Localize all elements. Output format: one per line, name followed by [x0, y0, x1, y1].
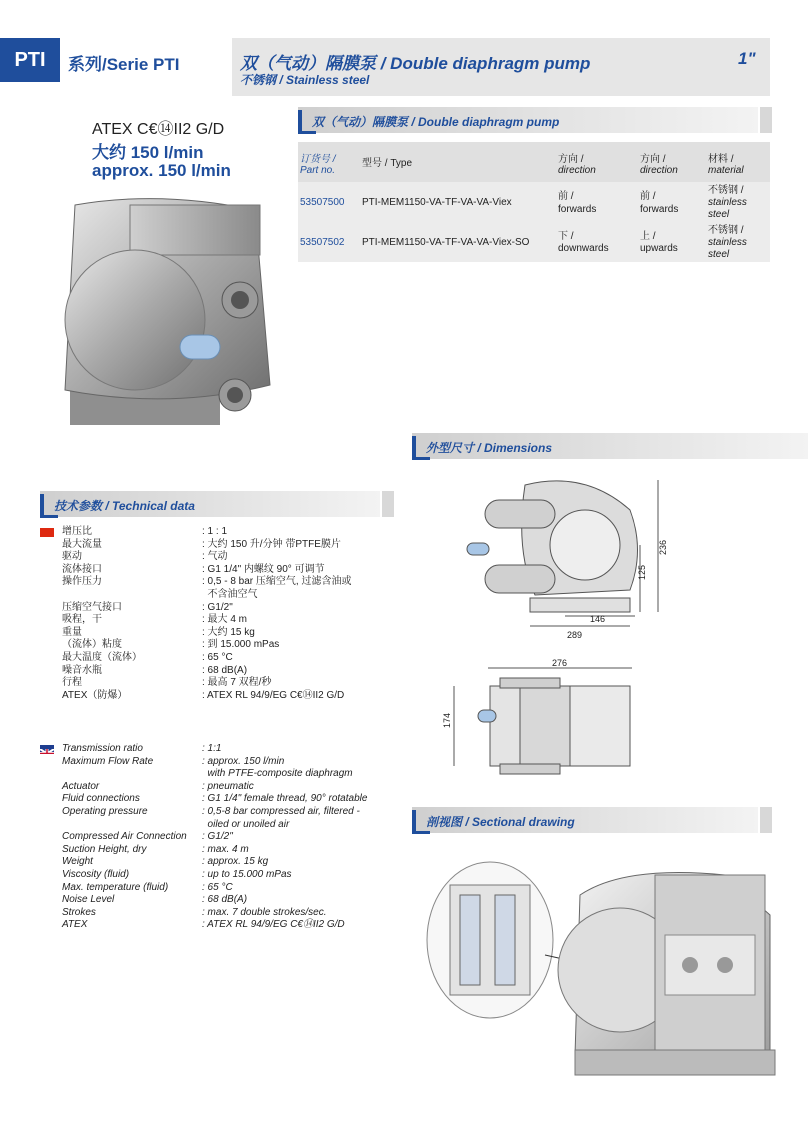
page-title: 双（气动）隔膜泵 / Double diaphragm pump [240, 54, 591, 73]
tech-row [62, 882, 233, 895]
tech-value: : 68 dB(A) [202, 664, 248, 676]
section-accent-line [298, 131, 316, 134]
tech-row [62, 551, 228, 564]
tech-row [62, 806, 360, 819]
tech-row [62, 831, 233, 844]
tech-label: Max. temperature (fluid) [62, 881, 169, 893]
tech-value: : approx. 150 l/min [202, 755, 285, 767]
section-title-dimensions: 外型尺寸 / Dimensions [426, 441, 553, 455]
pump-photo [40, 185, 290, 440]
tech-row [62, 781, 254, 794]
section-accent-line [412, 831, 430, 834]
tech-label: 最大流量 [62, 538, 102, 550]
tech-label: 重量 [62, 626, 82, 638]
tech-label: Viscosity (fluid) [62, 869, 130, 880]
th-dir2-en: direction [640, 165, 678, 176]
dir2-en: forwards [640, 204, 679, 215]
tech-value: with PTFE-composite diaphragm [202, 768, 353, 780]
tech-label: Weight [62, 856, 93, 868]
tech-label: 增压比 [62, 526, 92, 537]
section-accent-line [412, 457, 430, 460]
tech-value: : 1 : 1 [202, 526, 228, 537]
tech-row [62, 756, 284, 769]
th-part-en: Part no. [300, 165, 336, 176]
tech-row [62, 627, 255, 640]
tech-label: ATEX（防爆） [62, 689, 128, 701]
tech-label: Compressed Air Connection [62, 831, 187, 843]
tech-value: : approx. 15 kg [202, 856, 269, 868]
tech-value: 不含油空气 [202, 589, 258, 600]
tech-row [62, 639, 279, 652]
tech-label: Fluid connections [62, 793, 140, 805]
tech-row [62, 743, 221, 756]
atex-label: ATEX C€⑭II2 G/D [92, 121, 225, 138]
part-type: PTI-MEM1150-VA-TF-VA-VA-Viex [362, 197, 512, 208]
th-mat-cn: 材料 / [708, 154, 734, 165]
tech-row [62, 907, 327, 920]
part-type: PTI-MEM1150-VA-TF-VA-VA-Viex-SO [362, 237, 530, 248]
flow-rate-en: approx. 150 l/min [92, 161, 231, 180]
th-dir1-cn: 方向 / [558, 154, 584, 165]
material-en1: stainless [708, 237, 747, 248]
tech-value: : 最大 4 m [202, 614, 248, 626]
tech-label: 驱动 [62, 551, 82, 563]
tech-label: Transmission ratio [62, 743, 143, 754]
page-subtitle: 不锈钢 / Stainless steel [240, 73, 370, 87]
tech-value: : G1 1/4" female thread, 90° rotatable [202, 793, 368, 805]
tech-row [62, 602, 233, 615]
tech-row [62, 665, 247, 678]
tech-row [62, 589, 258, 602]
tech-row [62, 690, 344, 703]
material-cn: 不锈钢 / [708, 225, 744, 236]
dir1-en: forwards [558, 204, 597, 215]
tech-value: : 68 dB(A) [202, 894, 248, 906]
tech-value: : 大约 150 升/分钟 带PTFE膜片 [202, 538, 341, 550]
tech-label: 压缩空气接口 [62, 601, 122, 613]
material-en2: steel [708, 249, 730, 260]
dim-146: 146 [590, 614, 606, 624]
tech-label: 操作压力 [62, 576, 102, 588]
tech-value: : up to 15.000 mPas [202, 869, 292, 880]
tech-value: : 65 °C [202, 652, 233, 663]
part-number: 53507500 [300, 197, 345, 208]
tech-label: 噪音水瓶 [62, 664, 102, 676]
tech-value: : 大约 15 kg [202, 626, 255, 638]
section-header-end [760, 107, 772, 133]
tech-row [62, 677, 271, 690]
th-dir2-cn: 方向 / [640, 154, 666, 165]
tech-row [62, 793, 367, 806]
tech-value: : max. 7 double strokes/sec. [202, 906, 327, 918]
dim-174: 174 [442, 712, 452, 728]
tech-row [62, 894, 247, 907]
tech-label [62, 589, 202, 602]
tech-label [62, 819, 202, 832]
tech-value: : pneumatic [202, 780, 254, 792]
china-flag-icon [40, 528, 54, 537]
tech-row [62, 919, 345, 932]
tech-label: Strokes [62, 906, 96, 918]
th-part-cn: 订货号 / [300, 154, 336, 165]
section-title-pump: 双（气动）隔膜泵 / Double diaphragm pump [312, 115, 560, 129]
dir2: 上 / [640, 231, 656, 242]
section-title-sectional: 剖视图 / Sectional drawing [426, 815, 575, 829]
dimension-drawing-side [440, 658, 640, 778]
dimension-drawing-front [455, 470, 685, 645]
series-label: 系列/Serie PTI [68, 55, 180, 74]
tech-row [62, 614, 247, 627]
tech-row [62, 539, 341, 552]
dim-289: 289 [567, 630, 583, 640]
sectional-drawing [425, 855, 795, 1085]
tech-value: : 最高 7 双程/秒 [202, 677, 272, 689]
tech-label: Maximum Flow Rate [62, 755, 154, 767]
th-dir1-en: direction [558, 165, 596, 176]
dim-276: 276 [552, 658, 568, 668]
tech-row [62, 768, 353, 781]
pump-size: 1" [738, 49, 756, 68]
dir1: 前 / [558, 191, 574, 202]
tech-label: （流体）粘度 [62, 639, 122, 651]
material-en1: stainless [708, 197, 747, 208]
tech-value: : G1/2" [202, 831, 233, 843]
tech-row [62, 844, 249, 857]
series-badge: PTI [0, 38, 60, 82]
tech-row [62, 564, 325, 577]
tech-row [62, 869, 292, 882]
uk-flag-icon [40, 745, 54, 754]
tech-value: : 气动 [202, 551, 228, 563]
tech-value: : ATEX RL 94/9/EG C€⑭II2 G/D [202, 919, 345, 931]
tech-value: : ATEX RL 94/9/EG C€⑭II2 G/D [202, 689, 345, 701]
section-header-end [760, 807, 772, 833]
th-mat-en: material [708, 165, 744, 176]
tech-value: : 0,5 - 8 bar 压缩空气, 过滤含油或 [202, 576, 352, 588]
tech-value: : 65 °C [202, 881, 233, 893]
tech-row [62, 819, 289, 832]
tech-value: : 到 15.000 mPas [202, 639, 280, 651]
dim-125: 125 [637, 564, 647, 580]
tech-row [62, 526, 227, 539]
material-en2: steel [708, 209, 730, 220]
tech-value: : 0,5-8 bar compressed air, filtered - [202, 806, 360, 817]
dim-236: 236 [658, 539, 668, 555]
tech-label: Noise Level [62, 894, 115, 906]
tech-label: Operating pressure [62, 806, 148, 817]
tech-label [62, 768, 202, 781]
part-number: 53507502 [300, 237, 345, 248]
tech-value: : max. 4 m [202, 843, 249, 855]
tech-value: : G1/2" [202, 601, 233, 613]
dir1-en: downwards [558, 243, 609, 254]
section-accent-line [40, 515, 58, 518]
flow-rate-cn: 大约 150 l/min [92, 143, 204, 162]
tech-label: Actuator [62, 780, 100, 792]
material-cn: 不锈钢 / [708, 185, 744, 196]
dir2: 前 / [640, 191, 656, 202]
tech-value: : 1:1 [202, 743, 222, 754]
tech-label: 吸程，干 [62, 614, 102, 626]
dir2-en: upwards [640, 243, 678, 254]
tech-row [62, 576, 351, 589]
section-title-technical: 技术参数 / Technical data [54, 499, 195, 513]
tech-label: 流体接口 [62, 563, 102, 575]
th-type: 型号 / Type [362, 158, 413, 169]
tech-row [62, 856, 268, 869]
tech-value: : G1 1/4" 内螺纹 90° 可调节 [202, 563, 325, 575]
tech-label: 最大温度（流体） [62, 652, 142, 663]
tech-row [62, 652, 233, 665]
dir1: 下 / [558, 231, 574, 242]
tech-value: oiled or unoiled air [202, 818, 290, 830]
section-header-end [382, 491, 394, 517]
tech-label: Suction Height, dry [62, 843, 147, 855]
tech-label: ATEX [62, 919, 88, 931]
tech-label: 行程 [62, 677, 82, 689]
